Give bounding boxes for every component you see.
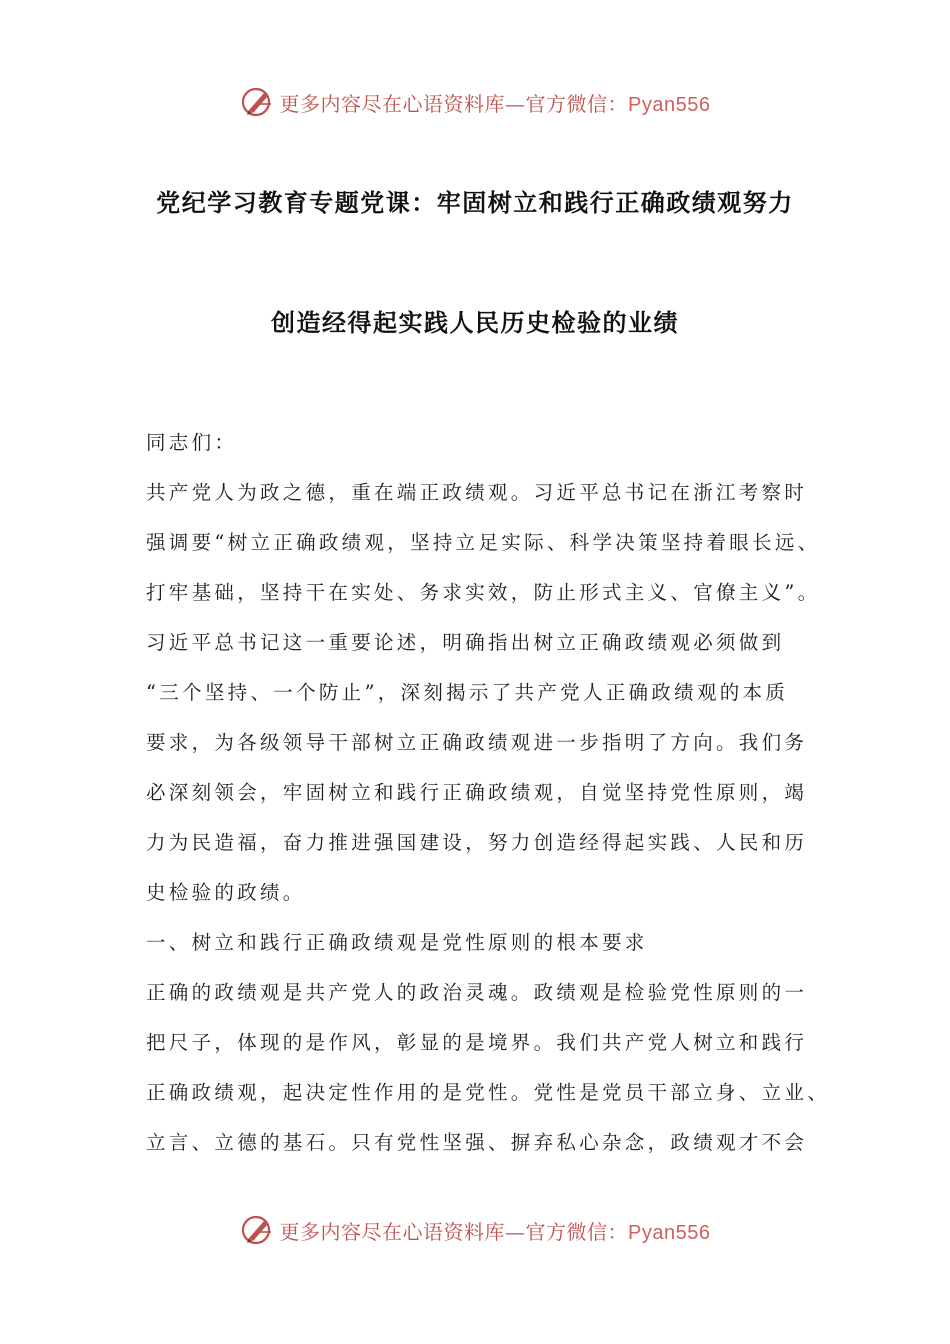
watermark-wechat-label: 官方微信： — [525, 1219, 629, 1244]
body-line: 必深刻领会，牢固树立和践行正确政绩观，自觉坚持党性原则，竭 — [146, 781, 808, 804]
watermark-text: 更多内容尽在心语资料库 — [279, 1219, 506, 1244]
body-line: 力为民造福，奋力推进强国建设，努力创造经得起实践、人民和历 — [146, 831, 808, 854]
watermark-dash: — — [505, 91, 526, 116]
body-line: 同志们： — [146, 431, 238, 454]
watermark-wechat-id: Pyan556 — [628, 1221, 711, 1244]
body-line: 正确政绩观，起决定性作用的是党性。党性是党员干部立身、立业、 — [146, 1081, 831, 1104]
body-line: 要求，为各级领导干部树立正确政绩观进一步指明了方向。我们务 — [146, 731, 808, 754]
watermark-banner-top — [0, 82, 950, 122]
document-title-line-1: 党纪学习教育专题党课：牢固树立和践行正确政绩观努力 — [156, 188, 794, 217]
body-line: 立言、立德的基石。只有党性坚强、摒弃私心杂念，政绩观才不会 — [146, 1131, 808, 1154]
body-line: 把尺子，体现的是作风，彰显的是境界。我们共产党人树立和践行 — [146, 1031, 808, 1054]
body-line: 打牢基础，坚持干在实处、务求实效，防止形式主义、官僚主义”。 — [146, 581, 821, 604]
body-line: 习近平总书记这一重要论述，明确指出树立正确政绩观必须做到 — [146, 631, 785, 654]
document-title-line-2: 创造经得起实践人民历史检验的业绩 — [271, 308, 679, 337]
section-heading: 一、树立和践行正确政绩观是党性原则的根本要求 — [146, 931, 648, 954]
body-line: “三个坚持、一个防止”，深刻揭示了共产党人正确政绩观的本质 — [146, 681, 789, 704]
body-line: 共产党人为政之德，重在端正政绩观。习近平总书记在浙江考察时 — [146, 481, 808, 504]
body-line: 史检验的政绩。 — [146, 881, 306, 904]
pen-logo-icon — [240, 84, 276, 120]
watermark-text: 更多内容尽在心语资料库 — [279, 91, 506, 116]
body-line: 强调要“树立正确政绩观，坚持立足实际、科学决策坚持着眼长远、 — [146, 531, 821, 554]
pen-logo-icon — [240, 1212, 276, 1248]
watermark-wechat-label: 官方微信： — [525, 91, 629, 116]
document-body — [146, 418, 831, 1168]
body-line: 正确的政绩观是共产党人的政治灵魂。政绩观是检验党性原则的一 — [146, 981, 808, 1004]
watermark-banner-bottom — [0, 1210, 950, 1250]
watermark-dash: — — [505, 1219, 526, 1244]
watermark-wechat-id: Pyan556 — [628, 93, 711, 116]
